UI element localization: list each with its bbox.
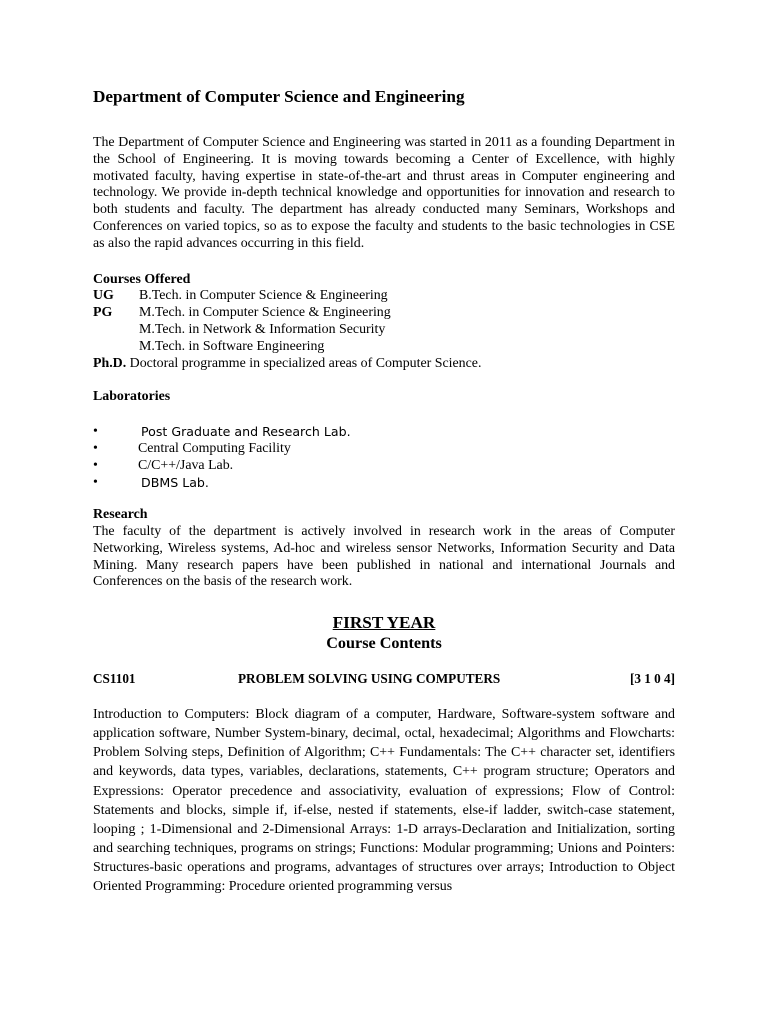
course-title: PROBLEM SOLVING USING COMPUTERS — [238, 671, 501, 687]
course-contents-subtitle: Course Contents — [326, 634, 442, 653]
lab-name: C/C++/Java Lab. — [138, 458, 234, 474]
research-heading: Research — [93, 507, 148, 523]
bullet-icon: • — [93, 424, 98, 440]
bullet-icon: • — [93, 441, 98, 457]
course-level: UG — [93, 288, 114, 304]
course-row — [93, 288, 675, 305]
courses-heading: Courses Offered — [93, 271, 191, 287]
course-contents-text: Introduction to Computers: Block diagram of a computer, Hardware, Software-system software and application software, Number System-binary, decimal, octal, hexadecimal; Algorithms and Flowcharts: Problem Solving steps, Definition of Algorithm; C++ Fundamentals: The C++ character set, identifiers and keywords, data types, variables, declarations, statements, C++ program structure; Operators and Expressions: Operator precedence and associativity, evaluation of expressions; Flow of Control: Statements and blocks, simple if, if-else, nested if statements, else-if ladder, switch-case statement, looping ; 1-Dimensional and 2-Dimensional Arrays: 1-D arrays-Declaration and Initialization, sorting and searching techniques, programs on strings; Functions: Modular programming; Unions and Pointers: Structures-basic operations and programs, advantages of structures over arrays; Introduction to Object Oriented Programming: Procedure oriented programming versus — [93, 707, 675, 894]
laboratories-list — [93, 423, 675, 491]
bullet-icon: • — [93, 458, 98, 474]
course-row — [93, 322, 675, 339]
course-level — [93, 322, 139, 339]
lab-name: DBMS Lab. — [141, 475, 209, 491]
course-name: M.Tech. in Computer Science & Engineering — [139, 305, 391, 321]
course-name: B.Tech. in Computer Science & Engineering — [139, 288, 388, 304]
course-level — [93, 339, 139, 356]
phd-row — [93, 356, 675, 373]
course-header — [93, 670, 675, 687]
course-row — [93, 305, 675, 322]
first-year-title: FIRST YEAR — [332, 613, 436, 633]
course-name: M.Tech. in Software Engineering — [139, 338, 325, 354]
list-item — [93, 440, 675, 457]
document-page — [93, 86, 675, 896]
course-name: M.Tech. in Network & Information Security — [139, 321, 386, 337]
department-intro: The Department of Computer Science and Engineering was started in 2011 as a founding Department in the School of Engineering. It is moving towards becoming a Center of Excellence, with highly motivated faculty, having expertise in state-of-the-art and thrust areas in Computer engineering and technology. We provide in-depth technical knowledge and opportunities for innovation and research to both students and faculty. The department has already conducted many Seminars, Workshops and Conferences on varied topics, so as to expose the faculty and students to the basic technologies in CSE as also the rapid advances occurring in this field. — [93, 135, 675, 251]
research-text: The faculty of the department is actively involved in research work in the areas of Computer Networking, Wireless systems, Ad-hoc and wireless sensor Networks, Information Security and Data Mining. Many research papers have been published in national and international Journals and Conferences on the basis of the research work. — [93, 523, 675, 590]
course-credits: [3 1 0 4] — [629, 671, 675, 687]
list-item — [93, 457, 675, 474]
phd-text: Doctoral programme in specialized areas of Computer Science. — [126, 355, 482, 371]
laboratories-heading: Laboratories — [93, 389, 171, 405]
course-level: PG — [93, 305, 113, 321]
course-row — [93, 339, 675, 356]
lab-name: Post Graduate and Research Lab. — [141, 424, 351, 440]
course-code: CS1101 — [93, 671, 136, 687]
list-item — [93, 474, 675, 491]
courses-offered-section — [93, 272, 675, 373]
phd-label: Ph.D. — [93, 355, 127, 371]
lab-name: Central Computing Facility — [138, 441, 291, 457]
bullet-icon: • — [93, 475, 98, 491]
list-item — [93, 423, 675, 440]
department-title: Department of Computer Science and Engineering — [93, 87, 465, 106]
